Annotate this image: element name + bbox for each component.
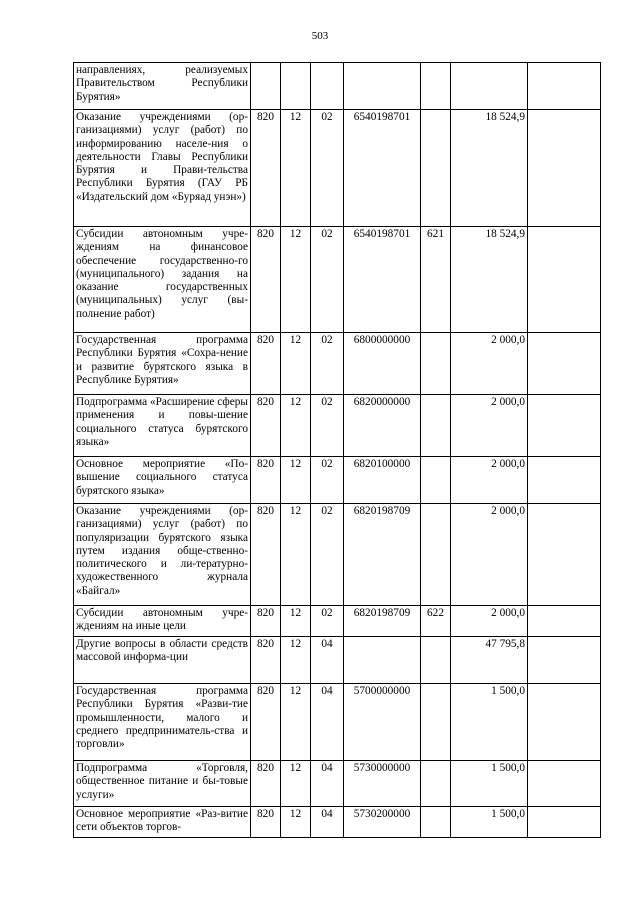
table-row (74, 606, 601, 637)
cell-sum: 2 000,0 (451, 504, 528, 606)
table-row (74, 395, 601, 457)
cell-rz: 12 (281, 457, 311, 504)
cell-ved: 820 (251, 227, 281, 333)
cell-name: направлениях, реализуемых Правительством Республики Бурятия» (74, 63, 251, 110)
cell-ved: 820 (251, 807, 281, 838)
cell-sum: 2 000,0 (451, 606, 528, 637)
cell-name: Субсидии автономным учре-ждениям на иные цели (74, 606, 251, 637)
cell-name: Государственная программа Республики Бурятия «Разви-тие промышленности, малого и среднего предприниматель-ства и торговли» (74, 684, 251, 761)
cell-vr (421, 395, 451, 457)
cell-vr (421, 63, 451, 110)
cell-empty (528, 606, 601, 637)
cell-empty (528, 761, 601, 807)
cell-ved: 820 (251, 761, 281, 807)
cell-vr (421, 807, 451, 838)
cell-rz: 12 (281, 395, 311, 457)
cell-csr: 6540198701 (344, 110, 421, 227)
cell-pr: 04 (311, 684, 344, 761)
cell-sum: 1 500,0 (451, 761, 528, 807)
cell-sum: 18 524,9 (451, 227, 528, 333)
cell-rz: 12 (281, 227, 311, 333)
cell-rz: 12 (281, 637, 311, 684)
cell-csr: 6820198709 (344, 504, 421, 606)
cell-vr (421, 110, 451, 227)
cell-sum: 2 000,0 (451, 333, 528, 395)
cell-rz: 12 (281, 606, 311, 637)
cell-name: Оказание учреждениями (ор-ганизациями) услуг (работ) по популяризации бурятского языка путем издания обще-ственно-политического и ли-тературно-художественного журнала «Байгал» (74, 504, 251, 606)
table-row (74, 637, 601, 684)
cell-empty (528, 684, 601, 761)
cell-rz: 12 (281, 684, 311, 761)
cell-name: Основное мероприятие «Раз-витие сети объектов торгов- (74, 807, 251, 838)
cell-empty (528, 457, 601, 504)
cell-vr: 621 (421, 227, 451, 333)
cell-vr (421, 457, 451, 504)
cell-vr (421, 637, 451, 684)
cell-name: Подпрограмма «Расширение сферы применения и повы-шение социального статуса бурятского языка» (74, 395, 251, 457)
cell-vr: 622 (421, 606, 451, 637)
budget-table (73, 62, 601, 838)
cell-name: Подпрограмма «Торговля, общественное питание и бы-товые услуги» (74, 761, 251, 807)
cell-rz: 12 (281, 807, 311, 838)
cell-sum: 1 500,0 (451, 684, 528, 761)
cell-rz (281, 63, 311, 110)
cell-csr: 6820198709 (344, 606, 421, 637)
table-row (74, 227, 601, 333)
cell-ved: 820 (251, 606, 281, 637)
cell-csr: 6800000000 (344, 333, 421, 395)
cell-ved: 820 (251, 395, 281, 457)
cell-rz: 12 (281, 333, 311, 395)
cell-vr (421, 684, 451, 761)
cell-ved: 820 (251, 504, 281, 606)
cell-rz: 12 (281, 110, 311, 227)
cell-empty (528, 637, 601, 684)
page-number: 503 (311, 30, 329, 42)
cell-ved: 820 (251, 684, 281, 761)
cell-csr (344, 63, 421, 110)
cell-pr: 04 (311, 807, 344, 838)
cell-vr (421, 333, 451, 395)
cell-csr: 5730000000 (344, 761, 421, 807)
cell-empty (528, 110, 601, 227)
table-row (74, 457, 601, 504)
cell-pr: 02 (311, 395, 344, 457)
cell-empty (528, 333, 601, 395)
cell-vr (421, 761, 451, 807)
cell-pr: 02 (311, 606, 344, 637)
cell-csr: 5730200000 (344, 807, 421, 838)
cell-csr (344, 637, 421, 684)
cell-name: Оказание учреждениями (ор-ганизациями) услуг (работ) по информированию населе-ния о деятельности Главы Республики Бурятия и Прави-тельства Республики Бурятия (ГАУ РБ «Издательский дом «Буряад унэн») (74, 110, 251, 227)
cell-csr: 6540198701 (344, 227, 421, 333)
table-row (74, 504, 601, 606)
cell-rz: 12 (281, 504, 311, 606)
table-row (74, 333, 601, 395)
table-row (74, 761, 601, 807)
cell-name: Государственная программа Республики Бурятия «Сохра-нение и развитие бурятского языка в Республике Бурятия» (74, 333, 251, 395)
cell-ved: 820 (251, 110, 281, 227)
cell-empty (528, 504, 601, 606)
table-row (74, 807, 601, 838)
cell-ved: 820 (251, 333, 281, 395)
cell-name: Основное мероприятие «По-вышение социального статуса бурятского языка» (74, 457, 251, 504)
cell-ved (251, 63, 281, 110)
cell-csr: 5700000000 (344, 684, 421, 761)
cell-ved: 820 (251, 457, 281, 504)
cell-ved: 820 (251, 637, 281, 684)
cell-csr: 6820100000 (344, 457, 421, 504)
cell-pr: 04 (311, 761, 344, 807)
cell-pr: 04 (311, 637, 344, 684)
cell-name: Другие вопросы в области средств массовой информа-ции (74, 637, 251, 684)
cell-name: Субсидии автономным учре-ждениям на финансовое обеспечение государственно-го (муниципального) задания на оказание государственных (муниципальных) услуг (вы-полнение работ) (74, 227, 251, 333)
cell-csr: 6820000000 (344, 395, 421, 457)
table-body (74, 63, 601, 838)
table-row (74, 684, 601, 761)
cell-pr (311, 63, 344, 110)
cell-pr: 02 (311, 457, 344, 504)
cell-pr: 02 (311, 504, 344, 606)
cell-pr: 02 (311, 110, 344, 227)
cell-sum (451, 63, 528, 110)
cell-sum: 18 524,9 (451, 110, 528, 227)
cell-rz: 12 (281, 761, 311, 807)
cell-pr: 02 (311, 227, 344, 333)
cell-sum: 47 795,8 (451, 637, 528, 684)
cell-sum: 2 000,0 (451, 395, 528, 457)
cell-empty (528, 227, 601, 333)
cell-sum: 1 500,0 (451, 807, 528, 838)
cell-empty (528, 395, 601, 457)
cell-pr: 02 (311, 333, 344, 395)
cell-empty (528, 807, 601, 838)
table-row (74, 63, 601, 110)
cell-empty (528, 63, 601, 110)
cell-sum: 2 000,0 (451, 457, 528, 504)
cell-vr (421, 504, 451, 606)
table-row (74, 110, 601, 227)
